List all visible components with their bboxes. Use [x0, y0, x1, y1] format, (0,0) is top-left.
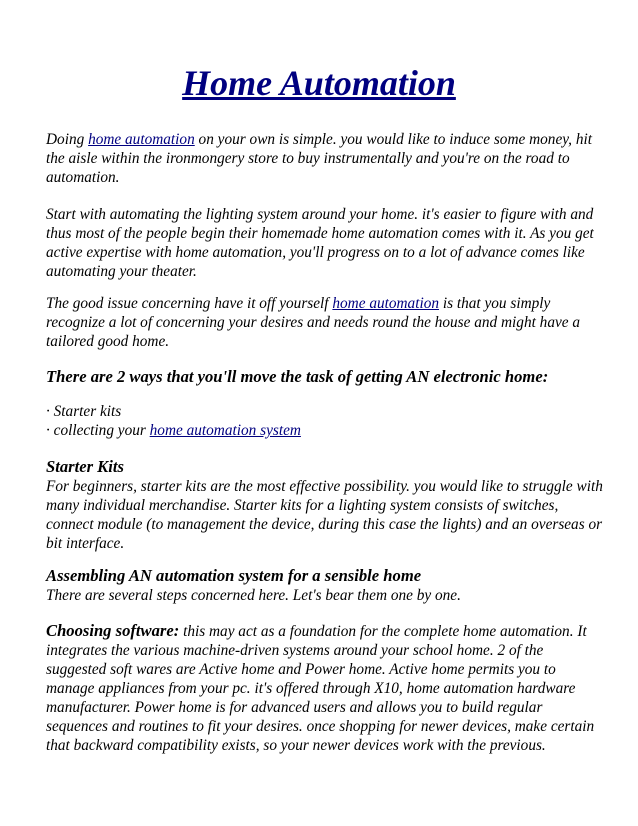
home-automation-link-1[interactable]: home automation	[88, 131, 195, 148]
software-section	[46, 621, 606, 755]
choosing-software-body: this may act as a foundation for the complete home automation. It integrates the various machine-driven systems around your school home. 2 of the suggested soft wares are Active home and Power home. Active home permits you to manage appliances from your pc. it's offered through X10, home automation hardware manufacturer. Power home is for advanced users and allows you to build regular sequences and routines to fit your desires. once shopping for newer devices, make certain that backward compatibility exists, so your newer devices work with the previous.	[46, 623, 595, 754]
lighting-paragraph: Start with automating the lighting system around your home. it's easier to figure with and thus most of the people begin their homemade home automation comes with it. As you get active expertise with home automation, you'll progress on to a lot of advance comes like automating your theater.	[46, 206, 594, 280]
assembling-heading: Assembling AN automation system for a sensible home	[46, 566, 422, 585]
home-automation-system-link[interactable]: home automation system	[149, 422, 301, 439]
benefits-text-start: The good issue concerning have it off yourself	[46, 295, 333, 312]
starter-kits-body: For beginners, starter kits are the most effective possibility. you would like to struggle with many individual merchandise. Starter kits for a lighting system consists of switches, connect module (to management the device, during this case the lights) and an overseas or bit interface.	[46, 478, 603, 552]
intro-text-start: Doing	[46, 131, 89, 148]
intro-text-end: on your own is simple. you would like to induce some money, hit the aisle within the ironmongery store to buy instrumentally and you're on the road to automation.	[46, 131, 592, 186]
assembling-body: There are several steps concerned here. Let's bear them one by one.	[46, 587, 461, 604]
page-title: Home Automation	[182, 63, 456, 103]
choosing-software-heading: Choosing software:	[46, 621, 180, 640]
ways-item-starter-kits: · Starter kits	[46, 403, 122, 420]
ways-list	[46, 402, 606, 440]
benefits-text-end: is that you simply recognize a lot of concerning your desires and needs round the house and might have a tailored good home.	[46, 295, 581, 350]
assembling-section	[46, 566, 606, 605]
benefits-paragraph	[46, 294, 606, 351]
starter-kits-heading: Starter Kits	[46, 457, 124, 476]
intro-paragraph	[46, 130, 606, 187]
ways-item-collecting-prefix: · collecting your	[46, 422, 150, 439]
starter-kits-section	[46, 457, 606, 553]
ways-heading: There are 2 ways that you'll move the task of getting AN electronic home:	[46, 367, 549, 386]
home-automation-link-2[interactable]: home automation	[332, 295, 440, 312]
